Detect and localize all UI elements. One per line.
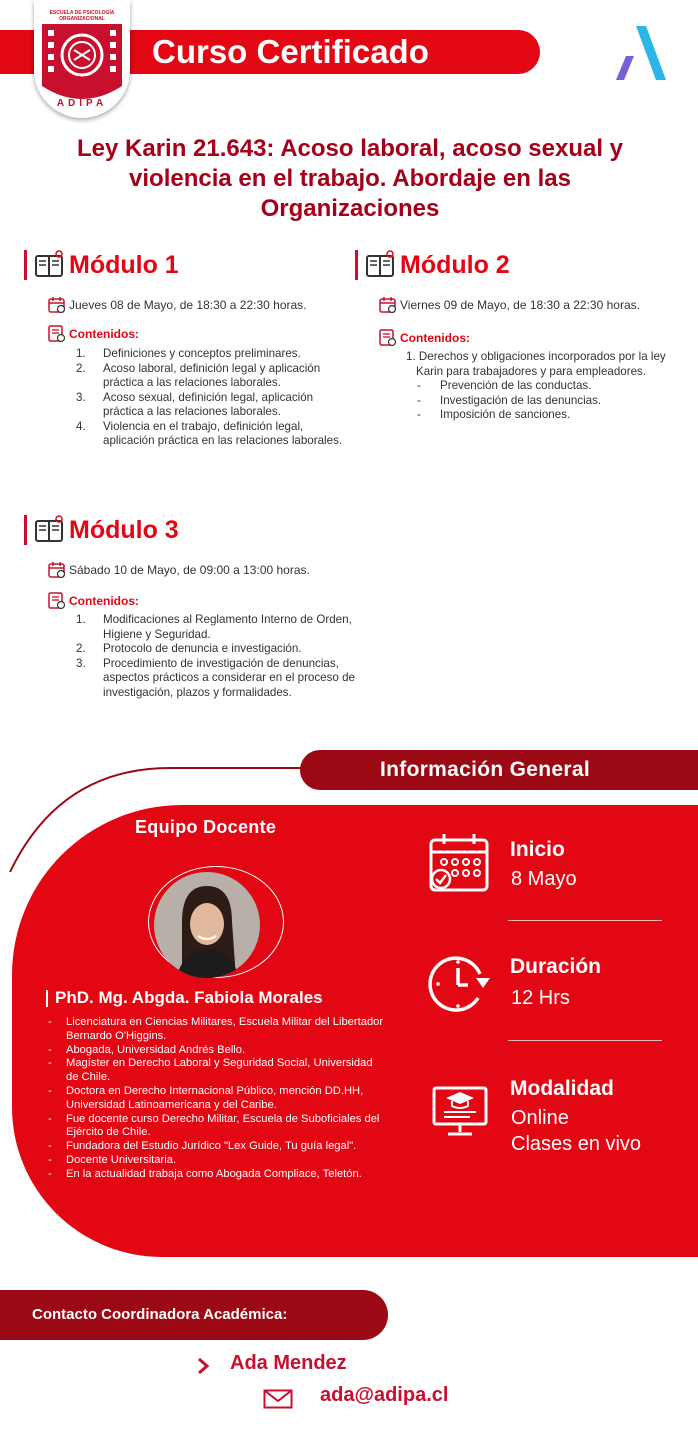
module-bar xyxy=(24,515,27,545)
module-1-list xyxy=(50,347,350,449)
list-item: - Docente Universitaria. xyxy=(46,1154,386,1168)
brand-a-icon xyxy=(614,26,666,82)
module-3-contents-label xyxy=(48,592,139,610)
module-1-header xyxy=(24,248,179,282)
module-2-contents-label xyxy=(379,329,470,347)
contact-label: Contacto Coordinadora Académica: xyxy=(32,1306,288,1323)
list-item: - Magíster en Derecho Laboral y Seguridad Social, Universidad de Chile. xyxy=(46,1057,386,1085)
module-3-title: Módulo 3 xyxy=(69,515,179,544)
list-item: - Imposición de sanciones. xyxy=(417,408,571,421)
document-check-icon xyxy=(48,592,66,610)
module-2-header xyxy=(355,248,510,282)
course-title: Ley Karin 21.643: Acoso laboral, acoso sexual y violencia en el trabajo. Abordaje en las Organizaciones xyxy=(76,135,624,222)
monitor-icon xyxy=(430,1078,492,1140)
mode-value-online: Online xyxy=(511,1107,569,1129)
start-value: 8 Mayo xyxy=(511,868,577,890)
module-1-contents-label xyxy=(48,325,139,343)
list-item: 1. Definiciones y conceptos preliminares. xyxy=(76,347,301,360)
module-3-header xyxy=(24,513,179,547)
module-bar xyxy=(355,250,358,280)
list-item: 1. Derechos y obligaciones incorporados por la ley Karin para trabajadores y para empleadores. xyxy=(406,350,666,378)
mode-value-live: Clases en vivo xyxy=(511,1133,642,1155)
adipa-logo xyxy=(34,0,130,118)
list-item: 2. Acoso laboral, definición legal y aplicación práctica a las relaciones laborales. xyxy=(76,361,321,389)
calendar-icon xyxy=(48,561,66,579)
teacher-name-text: PhD. Mg. Abgda. Fabiola Morales xyxy=(55,988,323,1007)
list-item: - Fue docente curso Derecho Militar, Escuela de Suboficiales del Ejército de Chile. xyxy=(46,1113,386,1141)
separator xyxy=(508,920,662,921)
module-2-date xyxy=(379,296,640,314)
duration-value: 12 Hrs xyxy=(511,987,570,1009)
module-2-list xyxy=(390,350,680,423)
teacher-name xyxy=(46,988,323,1008)
chevron-right-icon xyxy=(196,1357,210,1375)
module-2-date-text: Viernes 09 de Mayo, de 18:30 a 22:30 horas. xyxy=(400,298,640,312)
svg-text:ORGANIZACIONAL: ORGANIZACIONAL xyxy=(59,16,105,22)
start-label: Inicio xyxy=(510,838,565,861)
calendar-icon xyxy=(48,296,66,314)
module-3-list xyxy=(50,613,355,700)
list-item: 1. Modificaciones al Reglamento Interno de Orden, Higiene y Seguridad. xyxy=(76,613,352,641)
list-item: - Doctora en Derecho Internacional Público, mención DD.HH, Universidad Latinoamericana y del Caribe. xyxy=(46,1085,386,1113)
module-1-date xyxy=(48,296,307,314)
contents-label-text: Contenidos: xyxy=(400,331,470,345)
list-item: - Investigación de las denuncias. xyxy=(417,393,602,407)
duration-label: Duración xyxy=(510,955,602,978)
book-icon xyxy=(364,250,396,280)
calendar-icon xyxy=(379,296,397,314)
list-item: - Licenciatura en Ciencias Militares, Escuela Militar del Libertador Bernardo O'Higgins. xyxy=(46,1016,386,1044)
list-item: - Prevención de las conductas. xyxy=(417,379,592,392)
module-1-date-text: Jueves 08 de Mayo, de 18:30 a 22:30 horas. xyxy=(69,298,307,312)
list-item: 3. Procedimiento de investigación de denuncias, aspectos prácticos a considerar en el proceso de investigación, plazos y formalidades. xyxy=(76,656,355,699)
module-3-date xyxy=(48,561,310,579)
contents-label-text: Contenidos: xyxy=(69,594,139,608)
teacher-bio xyxy=(46,1016,386,1182)
teacher-photo xyxy=(154,872,260,978)
list-item: - Abogada, Universidad Andrés Bello. xyxy=(46,1044,386,1058)
list-item: 2. Protocolo de denuncia e investigación. xyxy=(76,642,302,655)
contact-name: Ada Mendez xyxy=(230,1352,347,1374)
svg-text:ESCUELA DE PSICOLOGÍA: ESCUELA DE PSICOLOGÍA xyxy=(49,10,115,16)
module-bar xyxy=(24,250,27,280)
book-icon xyxy=(33,515,65,545)
general-info-title: Información General xyxy=(380,758,590,781)
contact-email-link[interactable]: ada@adipa.cl xyxy=(320,1384,449,1406)
separator xyxy=(508,1040,662,1041)
list-item: - En la actualidad trabaja como Abogada Compliace, Teletón. xyxy=(46,1168,386,1182)
mode-label: Modalidad xyxy=(510,1077,614,1100)
clock-icon xyxy=(428,952,490,1014)
page-title: Curso Certificado xyxy=(152,33,429,70)
list-item: 3. Acoso sexual, definición legal, aplicación práctica a las relaciones laborales. xyxy=(76,390,314,418)
team-label: Equipo Docente xyxy=(135,817,277,837)
list-item: - Fundadora del Estudio Jurídico "Lex Guide, Tu guía legal". xyxy=(46,1140,386,1154)
document-check-icon xyxy=(379,329,397,347)
calendar-icon xyxy=(428,832,490,894)
book-icon xyxy=(33,250,65,280)
mail-icon xyxy=(263,1389,293,1409)
document-check-icon xyxy=(48,325,66,343)
svg-text:ADIPA: ADIPA xyxy=(56,98,108,109)
contents-label-text: Contenidos: xyxy=(69,327,139,341)
module-3-date-text: Sábado 10 de Mayo, de 09:00 a 13:00 horas. xyxy=(69,563,310,577)
module-1-title: Módulo 1 xyxy=(69,250,179,279)
name-bar xyxy=(46,990,48,1007)
module-2-title: Módulo 2 xyxy=(400,250,510,279)
list-item: 4. Violencia en el trabajo, definición legal, aplicación práctica en las relaciones laborales. xyxy=(76,419,343,447)
